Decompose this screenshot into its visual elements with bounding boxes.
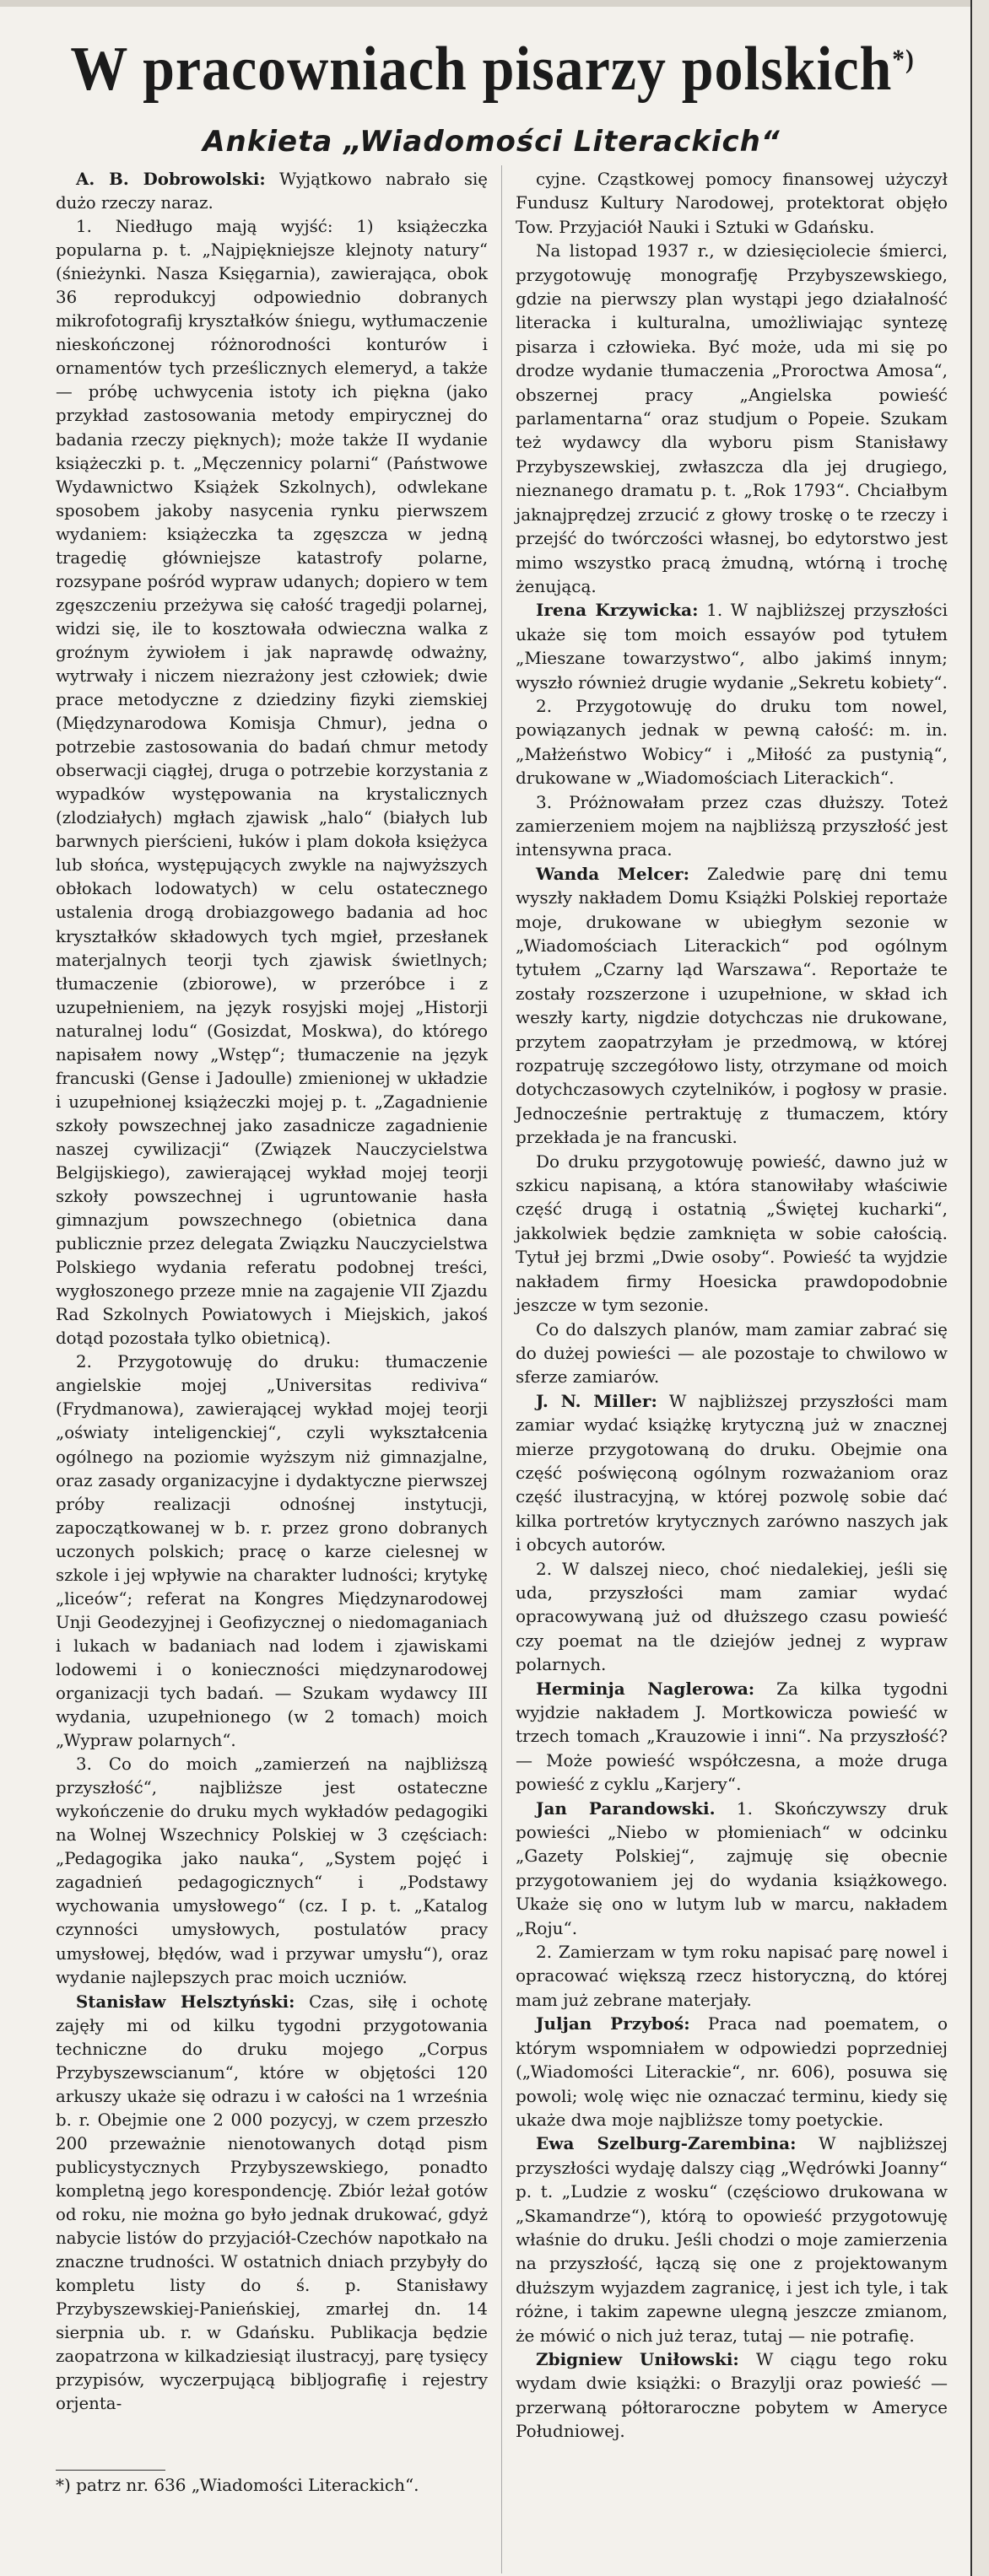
- footnote: *) patrz nr. 636 „Wiadomości Literackich“.: [56, 2475, 419, 2495]
- respondent-name: Ewa Szelburg-Zarembina:: [536, 2133, 797, 2154]
- paragraph-text: W najbliższej przyszłości mam zamiar wydać książkę krytyczną już w znacznej mierze przygotowaną do druku. Obejmie ona część poświęconą ogólnym rozważaniom oraz część ilustracyjną, w której pozwolę sobie dać kilka portretów krytycznych zarówno naszych jak i obcych autorów.: [516, 1390, 948, 1555]
- paragraph: [516, 167, 948, 239]
- footnote-rule: [56, 2470, 165, 2471]
- paragraph-text: Wyjątkowo nabrało się dużo rzeczy naraz.: [56, 170, 488, 213]
- paragraph-text: 3. Próżnowałam przez czas dłuższy. Toteż zamierzeniem mojem na najbliższą przyszłość jest intensywna praca.: [516, 791, 948, 860]
- paragraph: [56, 167, 488, 215]
- respondent-name: Zbigniew Uniłowski:: [536, 2348, 739, 2369]
- paragraph: [516, 1677, 948, 1797]
- paragraph: [516, 790, 948, 862]
- left-column: [56, 167, 488, 2416]
- respondent-name: Irena Krzywicka:: [536, 600, 699, 621]
- column-divider: [501, 165, 502, 2573]
- paragraph-text: Praca nad poematem, o którym wspomniałem w odpowiedzi poprzedniej („Wiadomości Literackie“, nr. 606), posuwa się powoli; wolę więc nie oznaczać terminu, kiedy się ukaże dwa moje najbliższe tomy poetyckie.: [516, 2013, 948, 2130]
- paragraph: [516, 239, 948, 598]
- paragraph: [56, 1753, 488, 1989]
- paragraph-text: W ciągu tego roku wydam dwie książki: o Brazylji oraz powieść — przerwaną półtoraroczne pobytem w Ameryce Południowej.: [516, 2348, 948, 2442]
- respondent-name: Jan Parandowski.: [536, 1797, 716, 1819]
- paragraph-text: 2. Zamierzam w tym roku napisać parę nowel i opracować większą rzecz historyczną, do której mam już zebrane materjały.: [516, 1942, 948, 2010]
- page-edge-line: [970, 0, 972, 2576]
- article-title-text: W pracowniach pisarzy polskich: [70, 35, 893, 104]
- respondent-name: Herminja Naglerowa:: [536, 1678, 755, 1699]
- respondent-name: Juljan Przyboś:: [536, 2013, 690, 2034]
- paragraph-text: Za kilka tygodni wyjdzie nakładem J. Mortkowicza powieść w trzech tomach „Krauzowie i inni“. Na przyszłość? — Może powieść współczesna, a może druga powieść z cyklu „Karjery“.: [516, 1678, 948, 1795]
- paragraph-text: W najbliższej przyszłości wydaję dalszy ciąg „Wędrówki Joanny“ p. t. „Ludzie z wosku“ (częściowo drukowana w „Skamandrze“), którą to opowieść przygotowuję właśnie do druku. Jeśli chodzi o moje zamierzenia na przyszłość, łączą się one z projektowanym dłuższym wyjazdem zagranicę, i jest ich tyle, i tak różne, i takim zapewne ulegną jeszcze zmianom, że mówić o nich już teraz, tutaj — nie potrafię.: [516, 2133, 948, 2346]
- paragraph: [516, 2012, 948, 2131]
- paragraph: [56, 215, 488, 1350]
- paragraph: [516, 1150, 948, 1318]
- paragraph-text: Zaledwie parę dni temu wyszły nakładem Domu Książki Polskiej reportaże moje, drukowane w ubiegłym sezonie w „Wiadomościach Literackich“ pod ogólnym tytułem „Czarny ląd Warszawa“. Reportaże te zostały rozszerzone i uzupełnione, w skład ich weszły karty, nigdzie dotychczas nie drukowane, przytem zaopatrzyłam je przedmową, w której rozpatruję szczegółowo listy, otrzymane od moich dotychczasowych czytelników, i pogłosy w prasie. Jednocześnie pertraktuję z tłumaczem, który przekłada je na francuski.: [516, 863, 948, 1148]
- paragraph-text: 1. W najbliższej przyszłości ukaże się tom moich essayów pod tytułem „Mieszane towarzystwo“, albo jakimś innym; wyszło również drugie wydanie „Sekretu kobiety“.: [516, 600, 948, 693]
- top-edge: [0, 0, 989, 7]
- paragraph-text: Na listopad 1937 r., w dziesięciolecie śmierci, przygotowuję monografję Przybyszewskiego, gdzie na pierwszy plan wystąpi jego działalność literacka i kulturalna, umożliwiając syntezę pisarza i człowieka. Być może, uda mi się po drodze wydanie tłumaczenia „Proroctwa Amosa“, obszernej pracy „Angielska powieść parlamentarna“ oraz studjum o Popeie. Szukam też wydawcy dla wyboru pism Stanisławy Przybyszewskiej, zwłaszcza dla jej drugiego, nieznanego dramatu p. t. „Rok 1793“. Chciałbym jaknajprędzej zrzucić z głowy troskę o te rzeczy i przejść do twórczości własnej, bo edytorstwo jest mimo wszystko pracą żmudną, wtórną i trochę żenującą.: [516, 240, 948, 596]
- paragraph-text: 2. Przygotowuję do druku tom nowel, powiązanych jednak w pewną całość: m. in. „Małżeństwo Wobicy“ i „Miłość za pustynią“, drukowane w „Wiadomościach Literackich“.: [516, 695, 948, 789]
- respondent-name: A. B. Dobrowolski:: [76, 169, 266, 189]
- paragraph: [516, 1389, 948, 1557]
- respondent-name: Wanda Melcer:: [536, 863, 690, 884]
- paragraph-text: cyjne. Cząstkowej pomocy finansowej użyczył Fundusz Kultury Narodowej, protektorat objęło Tow. Przyjaciół Nauki i Sztuki w Gdańsku.: [516, 169, 948, 237]
- paragraph-text: Do druku przygotowuję powieść, dawno już w szkicu napisaną, a która stanowiłaby właściwie część drugą i ostatnią „Świętej kucharki“, jakkolwiek będzie zamknięta w sobie całością. Tytuł jej brzmi „Dwie osoby“. Powieść ta wyjdzie nakładem firmy Hoesicka prawdopodobnie jeszcze w tym sezonie.: [516, 1151, 948, 1316]
- paragraph: [516, 1797, 948, 1940]
- paragraph: [516, 1318, 948, 1389]
- paragraph-text: 3. Co do moich „zamierzeń na najbliższą przyszłość“, najbliższe jest ostateczne wykończenie do druku mych wykładów pedagogiki na Wolnej Wszechnicy Polskiej w 3 częściach: „Pedagogika jako nauka“, „System pojęć i zagadnień pedagogicznych“ i „Podstawy wychowania umysłowego“ (cz. I p. t. „Katalog czynności umysłowych, postulatów pracy umysłowej, błędów, wad i przywar umysłu“), oraz wydanie najlepszych prac moich uczniów.: [56, 1754, 488, 1987]
- right-column: [516, 167, 948, 2444]
- paragraph: [56, 1990, 488, 2417]
- paragraph-text: Czas, siłę i ochotę zajęły mi od kilku tygodni przygotowania techniczne do druku mojego „Corpus Przybyszewscianum“, które w objętości 120 arkuszy ukaże się odrazu i w całości na 1 września b. r. Obejmie one 2 000 pozycyj, w czem przeszło 200 przeważnie nienotowanych dotąd pism publicystycznych Przybyszewskiego, ponadto kompletną jego korespondencję. Zbiór leżał gotów od roku, nie można go było jednak drukować, gdyż nabycie listów do przyjaciół-Czechów napotkało na znaczne trudności. W ostatnich dniach przybyły do kompletu listy do ś. p. Stanisławy Przybyszewskiej-Panieńskiej, zmarłej dn. 14 sierpnia ub. r. w Gdańsku. Publikacja będzie zaopatrzona w kilkadziesiąt ilustracyj, parę tysięcy przypisów, wyczerpującą bibljografię i rejestry orjenta-: [56, 1991, 488, 2414]
- paragraph: [56, 1350, 488, 1753]
- paragraph-text: 1. Skończywszy druk powieści „Niebo w płomieniach“ w odcinku „Gazety Polskiej“, zajmuję się obecnie przygotowaniem jej do wydania książkowego. Ukaże się ono w lutym lub w marcu, nakładem „Roju“.: [516, 1797, 948, 1938]
- paragraph: [516, 694, 948, 790]
- paragraph: [516, 2347, 948, 2444]
- footnote-marker: *): [892, 43, 915, 74]
- paragraph: [516, 1557, 948, 1677]
- paragraph-text: 2. Przygotowuję do druku: tłumaczenie angielskie mojej „Universitas rediviva“ (Frydmanowa), zawierającej wykład mojej teorji „oświaty inteligenckiej“, czyli wykształcenia ogólnego na poziomie wyższym niż gimnazjalne, oraz zasady organizacyjne i dydaktyczne pierwszej próby realizacji odnośnej instytucji, zapoczątkowanej w b. r. przez grono dobranych uczonych polskich; pracę o karze cielesnej w szkole i jej wpływie na charakter ludności; krytykę „liceów“; referat na Kongres Międzynarodowej Unji Geodezyjnej i Geofizycznej o niedomaganiach i lukach w badaniach nad lodem i zjawiskami lodowemi i o konieczności międzynarodowej organizacji tych badań. — Szukam wydawcy III wydania, uzupełnionego (w 2 tomach) moich „Wypraw polarnych“.: [56, 1352, 488, 1751]
- article-title: [70, 34, 915, 105]
- paragraph: [516, 1940, 948, 2012]
- article-subtitle: Ankieta „Wiadomości Literackich“: [203, 125, 781, 159]
- respondent-name: Stanisław Helsztyński:: [76, 1991, 295, 2012]
- adjacent-page-edge: [970, 0, 989, 2576]
- paragraph: [516, 598, 948, 694]
- paragraph-text: 2. W dalszej nieco, choć niedalekiej, jeśli się uda, przyszłości mam zamiar wydać opracowywaną już od dłuższego czasu powieść czy poemat na tle dziejów jednej z wypraw polarnych.: [516, 1558, 948, 1675]
- paragraph-text: Co do dalszych planów, mam zamiar zabrać się do dużej powieści — ale pozostaje to chwilowo w sferze zamiarów.: [516, 1318, 948, 1388]
- paragraph-text: 1. Niedługo mają wyjść: 1) książeczka popularna p. t. „Najpiękniejsze klejnoty natury“ (śnieżynki. Nasza Księgarnia), zawierająca, obok 36 reprodukcyj odpowiednio dobranych mikrofotografij kryształków śniegu, wytłumaczenie nieskończonej różnorodności konturów i ornamentów tych prześlicznych elemeryd, a także — próbę uchwycenia istoty ich piękna (jako przykład zastosowania metody empirycznej do badania rzeczy pięknych); może także II wydanie książeczki p. t. „Męczennicy polarni“ (Państwowe Wydawnictwo Książek Szkolnych), odwlekane sposobem jakoby nasycenia rynku pierwszem wydaniem: książeczka ta zgęszcza w jedną tragedię główniejsze katastrofy polarne, rozsypane pośród wypraw udanych; dopiero w tem zgęszczeniu przeżywa się całość tragedji polarnej, widzi się, ile to kosztowała odwieczna walka z groźnym żywiołem i jak naprawdę odważny, wytrwały i niczem niezrażony jest człowiek; dwie prace metodyczne z dziedziny fizyki ziemskiej (Międzynarodowa Komisja Chmur), jedna o potrzebie zastosowania do badań chmur metody obserwacji ciągłej, druga o potrzebie korzystania z wypadków występowania na krystalicznych (zlodziałych) mgłach zjawisk „halo“ (białych lub barwnych pierścieni, łuków i plam dokoła księżyca lub słońca, występujących zwykle na najwyższych obłokach lodowatych) w celu ostatecznego ustalenia drogą drobiazgowego badania ad hoc kryształków składowych tych mgieł, przesłanek materjalnych teorji tych zjawisk świetlnych; tłumaczenie (zbiorowe), w przeróbce i z uzupełnieniem, na język rosyjski mojej „Historji naturalnej lodu“ (Gosizdat, Moskwa), do którego napisałem nowy „Wstęp“; tłumaczenie na język francuski (Gense i Jadoulle) zmienionej w układzie i uzupełnionej książeczki mojej p. t. „Zagadnienie szkoły powszechnej jako zasadnicze zagadnienie naszej cywilizacji“ (Związek Nauczycielstwa Belgijskiego), zawierającej wykład mojej teorji szkoły powszechnej i ugruntowanie hasła gimnazjum powszechnego (obietnica dana publicznie przez delegata Związku Nauczycielstwa Polskiego wydania referatu podobnej treści, wygłoszonego przeze mnie na zagajenie VII Zjazdu Rad Szkolnych Powiatowych i Miejskich, jakoś dotąd pozostała tylko obietnicą).: [56, 217, 488, 1349]
- paragraph: [516, 2131, 948, 2347]
- paragraph: [516, 862, 948, 1150]
- respondent-name: J. N. Miller:: [536, 1390, 657, 1411]
